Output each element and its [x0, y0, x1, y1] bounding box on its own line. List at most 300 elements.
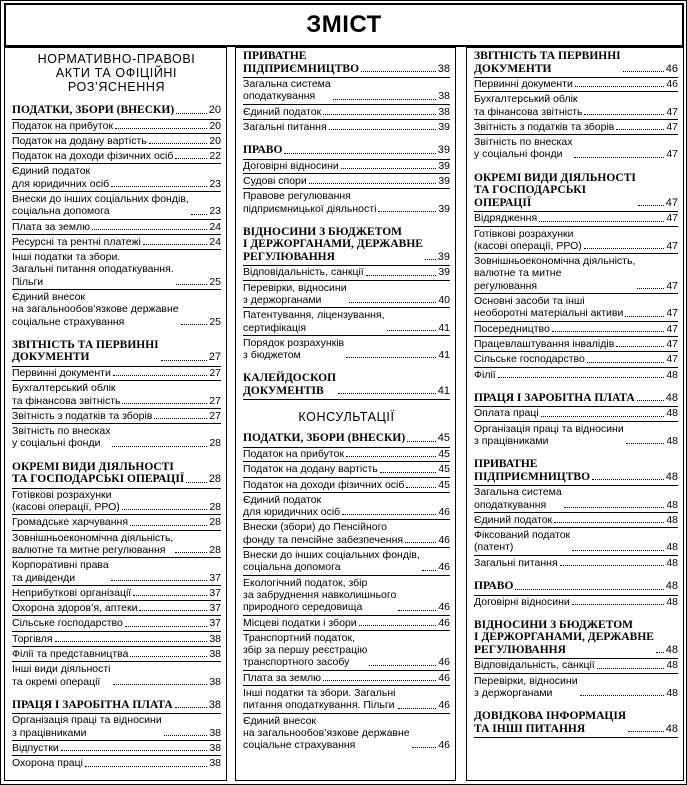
dot-leader: [329, 129, 437, 130]
toc-entry[interactable]: [474, 514, 678, 528]
toc-entry-title: Неприбуткові організації: [12, 586, 132, 599]
section-heading-text: ВІДНОСИНИ З БЮДЖЕТОМ І ДЕРЖОРГАНАМИ, ДЕРЖАВНЕ РЕГУЛЮВАННЯ: [243, 225, 423, 263]
toc-entry-page: 46: [666, 78, 678, 90]
toc-entry[interactable]: [243, 687, 450, 714]
toc-header: [4, 3, 684, 47]
toc-entry[interactable]: [12, 221, 221, 235]
toc-entry-page: 27: [209, 366, 221, 379]
section-banner: НОРМАТИВНО-ПРАВОВІ АКТИ ТА ОФІЦІЙНІ РОЗ’ЯСНЕННЯ: [37, 52, 196, 94]
toc-entry-page: 48: [666, 556, 678, 569]
toc-entry[interactable]: [243, 463, 450, 477]
section-page-number: 28: [208, 473, 221, 486]
section-heading-text: ДОВІДКОВА ІНФОРМАЦІЯ ТА ІНШІ ПИТАННЯ: [474, 710, 627, 735]
section-heading[interactable]: [474, 619, 678, 657]
section-heading-text: КАЛЕЙДОСКОП ДОКУМЕНТІВ: [243, 372, 337, 397]
toc-entry-title: Загальні питання: [474, 556, 558, 569]
toc-entry[interactable]: [243, 78, 450, 105]
toc-entry-title: Працевлаштування інвалідів: [474, 337, 615, 350]
toc-section: [243, 432, 450, 752]
toc-entry-title: Звітність з податків та зборів: [474, 120, 615, 133]
dot-leader: [113, 375, 207, 376]
dot-leader: [342, 514, 436, 515]
toc-entry-page: 37: [209, 617, 221, 630]
toc-entry-page: 47: [666, 279, 678, 292]
toc-entry-title: Судові спори: [243, 174, 307, 187]
toc-entry-title: Перевірки, відносини з держорганами: [243, 281, 347, 306]
section-page-number: 46: [665, 62, 678, 75]
section-heading[interactable]: [243, 432, 450, 445]
toc-entry-title: Єдиний внесок на загальнообов’язкове державне соціальне страхування: [12, 291, 179, 328]
section-heading[interactable]: [474, 392, 678, 405]
dot-leader: [398, 708, 437, 709]
dot-leader: [554, 522, 664, 523]
dot-leader: [616, 129, 664, 130]
toc-entry[interactable]: [12, 648, 221, 662]
toc-entry-title: Корпоративні права та дивіденди: [12, 559, 109, 584]
toc-section: [474, 50, 678, 162]
dot-leader: [584, 248, 665, 249]
toc-entry-page: 28: [209, 501, 221, 514]
toc-entry[interactable]: [12, 532, 221, 559]
toc-entry-page: 48: [666, 368, 678, 381]
toc-entry[interactable]: [474, 557, 678, 570]
dot-leader: [161, 360, 207, 361]
dot-leader: [346, 456, 436, 457]
toc-column-1: [4, 47, 227, 781]
dot-leader: [122, 403, 207, 404]
toc-entry-title: Готівкові розрахунки (касові операції, РРО): [12, 488, 120, 514]
toc-section: [474, 619, 678, 700]
toc-entry[interactable]: [474, 121, 678, 135]
toc-entry[interactable]: [474, 659, 678, 673]
toc-entry-page: 28: [209, 437, 221, 450]
section-heading-text: ЗВІТНІСТЬ ТА ПЕРВИННІ ДОКУМЕНТИ: [474, 50, 621, 75]
section-heading[interactable]: [243, 372, 450, 397]
section-heading-text: ПРАЦЯ І ЗАРОБІТНА ПЛАТА: [474, 391, 635, 404]
toc-entry-page: 23: [209, 177, 221, 190]
toc-entry[interactable]: [474, 78, 678, 92]
toc-entry[interactable]: [12, 150, 221, 164]
toc-entry[interactable]: [243, 672, 450, 686]
toc-entry-page: 46: [438, 656, 450, 669]
dot-leader: [584, 114, 664, 115]
dot-leader: [515, 589, 663, 590]
toc-entry-title: Фіксований податок (патент): [474, 529, 571, 554]
toc-entry[interactable]: [243, 175, 450, 189]
dot-leader: [149, 143, 208, 144]
toc-entry-title: Інші податки та збори. Загальні питання оподаткування. Пільги: [243, 687, 396, 712]
toc-section: [474, 580, 678, 609]
section-heading[interactable]: [12, 461, 221, 486]
toc-entry-title: Відповідальність, санкції: [243, 266, 364, 279]
toc-entry[interactable]: [12, 367, 221, 381]
toc-entry[interactable]: [474, 407, 678, 421]
toc-entry-title: Громадське харчування: [12, 516, 129, 529]
toc-entry-title: Організація праці та відносини з працівниками: [474, 422, 624, 447]
toc-section: [12, 104, 221, 329]
toc-entry[interactable]: [243, 160, 450, 174]
toc-entry-page: 39: [438, 174, 450, 187]
section-page-number: 39: [437, 144, 450, 157]
toc-entry-title: Звітність з податків та зборів: [12, 409, 153, 422]
toc-entry-page: 41: [438, 349, 450, 362]
dot-leader: [349, 302, 437, 303]
section-page-number: 48: [665, 722, 678, 735]
toc-entry[interactable]: [243, 479, 450, 493]
section-heading[interactable]: [474, 172, 678, 210]
toc-entry-page: 47: [666, 105, 678, 118]
toc-entry-title: Податок на додану вартість: [12, 134, 147, 147]
section-heading[interactable]: [243, 226, 450, 264]
toc-entry-title: Основні засоби та інші необоротні матеріальні активи: [474, 295, 624, 320]
toc-entry[interactable]: [243, 715, 450, 753]
page-title: ЗМІСТ: [306, 11, 382, 38]
toc-entry-title: Єдиний податок для юридичних осіб: [12, 165, 110, 190]
toc-entry-title: Плата за землю: [243, 671, 322, 684]
toc-entry[interactable]: [12, 165, 221, 192]
section-page-number: 38: [437, 62, 450, 75]
section-heading-text: ЗВІТНІСТЬ ТА ПЕРВИННІ ДОКУМЕНТИ: [12, 338, 159, 364]
dot-leader: [284, 153, 435, 154]
toc-entry-page: 46: [438, 506, 450, 519]
toc-entry-title: Загальні питання: [243, 120, 327, 133]
dot-leader: [422, 570, 437, 571]
dot-leader: [176, 113, 207, 114]
toc-entry[interactable]: [474, 338, 678, 352]
dot-leader: [181, 324, 208, 325]
section-page-number: 48: [665, 580, 678, 593]
section-heading[interactable]: [243, 50, 450, 75]
dot-leader: [406, 487, 436, 488]
toc-entry[interactable]: [243, 494, 450, 521]
toc-entry[interactable]: [474, 255, 678, 294]
dot-leader: [625, 316, 664, 317]
dot-leader: [139, 610, 207, 611]
heading-rule: [243, 399, 450, 400]
toc-entry[interactable]: [243, 577, 450, 616]
section-heading-text: ПОДАТКИ, ЗБОРИ (ВНЕСКИ): [12, 104, 175, 116]
toc-entry-title: Єдиний податок: [474, 513, 553, 526]
dot-leader: [323, 680, 436, 681]
toc-entry[interactable]: [12, 251, 221, 290]
toc-entry-page: 48: [666, 595, 678, 608]
dot-leader: [111, 580, 208, 581]
toc-entry-title: Плата за землю: [12, 220, 91, 233]
toc-entry-title: Охорона праці: [12, 757, 83, 770]
dot-leader: [92, 229, 207, 230]
toc-entry[interactable]: [12, 135, 221, 149]
toc-section: [243, 372, 450, 400]
toc-entry-page: 24: [209, 220, 221, 233]
toc-entry[interactable]: [474, 353, 678, 367]
toc-entry-page: 20: [209, 119, 221, 132]
toc-entry-page: 45: [438, 447, 450, 460]
toc-entry[interactable]: [12, 425, 221, 451]
dot-leader: [176, 284, 208, 285]
toc-entry-page: 25: [209, 275, 221, 288]
toc-entry[interactable]: [12, 489, 221, 516]
toc-entry-title: Первинні документи: [474, 78, 573, 90]
toc-entry-page: 46: [438, 561, 450, 574]
toc-entry-page: 24: [209, 235, 221, 248]
dot-leader: [541, 416, 665, 417]
toc-entry-title: Загальна система оподаткування: [474, 486, 562, 511]
section-heading[interactable]: [474, 580, 678, 593]
dot-leader: [616, 346, 664, 347]
section-heading[interactable]: [12, 339, 221, 364]
toc-entry-page: 23: [209, 205, 221, 218]
toc-entry[interactable]: [12, 602, 221, 616]
toc-section: [474, 710, 678, 738]
dot-leader: [366, 275, 437, 276]
dot-leader: [628, 731, 664, 732]
toc-entry-title: Податок на додану вартість: [243, 463, 378, 476]
dot-leader: [637, 288, 664, 289]
section-heading[interactable]: [12, 699, 221, 712]
toc-entry-title: Транспортний податок, збір за першу реєстрацію транспортного засобу: [243, 631, 368, 669]
toc-entry[interactable]: [474, 323, 678, 337]
dot-leader: [341, 168, 437, 169]
dot-leader: [369, 665, 436, 666]
toc-entry[interactable]: [474, 212, 678, 226]
dot-leader: [55, 641, 208, 642]
toc-entry-title: Податок на прибуток: [243, 447, 345, 460]
toc-entry[interactable]: [12, 120, 221, 134]
section-heading[interactable]: [474, 710, 678, 735]
toc-entry-page: 38: [438, 90, 450, 103]
toc-entry[interactable]: [12, 382, 221, 409]
toc-entry-page: 41: [438, 321, 450, 334]
toc-entry[interactable]: [12, 617, 221, 631]
toc-entry-page: 47: [666, 353, 678, 366]
toc-entry-title: Бухгалтерський облік та фінансова звітність: [12, 382, 121, 407]
toc-entry-page: 45: [438, 478, 450, 491]
dot-leader: [186, 482, 206, 483]
dot-leader: [115, 128, 207, 129]
toc-entry-page: 47: [666, 212, 678, 225]
dot-leader: [175, 707, 207, 708]
toc-entry-page: 38: [209, 648, 221, 660]
toc-entry-title: Єдиний податок: [243, 105, 322, 118]
dot-leader: [191, 214, 208, 215]
toc-entry[interactable]: [243, 337, 450, 363]
toc-column-3: [466, 47, 684, 781]
dot-leader: [592, 479, 664, 480]
dot-leader: [130, 525, 207, 526]
toc-entry-page: 48: [666, 498, 678, 511]
toc-entry-page: 38: [209, 741, 221, 754]
dot-leader: [143, 244, 207, 245]
toc-entry[interactable]: [243, 121, 450, 134]
toc-section: [12, 339, 221, 451]
dot-leader: [309, 183, 437, 184]
toc-entry-title: Договірні відносини: [243, 159, 339, 172]
toc-entry-title: Внески до інших соціальних фондів, соціальна допомога: [243, 549, 420, 574]
toc-entry-title: Правове регулювання підприємницької діяльності: [243, 190, 377, 215]
toc-entry[interactable]: [12, 714, 221, 741]
toc-entry-title: Інші види діяльності та окремі операції: [12, 663, 111, 688]
toc-entry[interactable]: [243, 549, 450, 576]
toc-entry-title: Сільське господарство: [474, 353, 585, 366]
toc-entry[interactable]: [474, 529, 678, 556]
toc-entry[interactable]: [243, 266, 450, 280]
toc-entry[interactable]: [243, 282, 450, 309]
toc-entry[interactable]: [12, 742, 221, 756]
dot-leader: [552, 331, 664, 332]
toc-entry-title: Місцеві податки і збори: [243, 616, 357, 629]
toc-entry-page: 37: [209, 586, 221, 599]
toc-entry-page: 38: [209, 726, 221, 739]
toc-entry[interactable]: [474, 486, 678, 513]
dot-leader: [623, 71, 664, 72]
dot-leader: [580, 695, 665, 696]
toc-entry-title: Податок на прибуток: [12, 119, 114, 132]
toc-entry-title: Філії та представництва: [12, 648, 129, 660]
toc-entry-page: 40: [438, 293, 450, 306]
dot-leader: [656, 652, 664, 653]
section-page-number: 27: [208, 351, 221, 364]
toc-entry-title: Первинні документи: [12, 366, 111, 379]
toc-entry-title: Звітність по внесках у соціальні фонди: [474, 136, 573, 161]
section-page-number: 38: [208, 698, 221, 711]
toc-entry[interactable]: [474, 369, 678, 382]
toc-entry-title: Екологічний податок, збір за забруднення навколишнього природного середовища: [243, 576, 397, 614]
toc-entry[interactable]: [474, 596, 678, 609]
toc-entry[interactable]: [474, 228, 678, 255]
toc-entry-title: Готівкові розрахунки (касові операції, РРО): [474, 227, 582, 252]
dot-leader: [560, 565, 665, 566]
dot-leader: [637, 400, 664, 401]
section-banner: КОНСУЛЬТАЦІЇ: [298, 410, 395, 425]
dot-leader: [361, 71, 436, 72]
section-heading-text: ВІДНОСИНИ З БЮДЖЕТОМ І ДЕРЖОРГАНАМИ, ДЕРЖАВНЕ РЕГУЛЮВАННЯ: [474, 618, 654, 656]
toc-entry[interactable]: [12, 291, 221, 329]
toc-entry-title: Зовнішньоекономічна діяльність, валютне та митне регулювання: [12, 531, 174, 556]
toc-entry-title: Відпустки: [12, 741, 59, 754]
toc-entry[interactable]: [243, 617, 450, 631]
toc-entry[interactable]: [12, 559, 221, 586]
toc-entry[interactable]: [474, 93, 678, 120]
toc-entry-page: 46: [438, 739, 450, 752]
toc-entry-page: 39: [438, 120, 450, 133]
dot-leader: [575, 86, 664, 87]
dot-leader: [112, 446, 207, 447]
toc-entry-title: Відповідальність, санкції: [474, 659, 595, 672]
toc-entry-page: 47: [666, 148, 678, 161]
toc-entry[interactable]: [474, 136, 678, 162]
toc-entry-page: 47: [666, 120, 678, 133]
toc-entry-title: Загальна система оподаткування: [243, 78, 331, 103]
toc-section: [12, 699, 221, 771]
dot-leader: [61, 750, 208, 751]
toc-entry[interactable]: [243, 521, 450, 548]
section-heading[interactable]: [474, 458, 678, 483]
toc-entry[interactable]: [12, 193, 221, 220]
toc-entry[interactable]: [12, 587, 221, 601]
toc-entry[interactable]: [243, 632, 450, 671]
dot-leader: [154, 418, 207, 419]
toc-entry-title: Внески до інших соціальних фондів, соціальна допомога: [12, 192, 189, 218]
toc-entry-title: Податок на доходи фізичних осіб: [243, 478, 405, 491]
toc-entry-page: 47: [666, 239, 678, 252]
toc-entry-page: 46: [438, 533, 450, 546]
toc-entry[interactable]: [474, 675, 678, 701]
section-page-number: 48: [665, 643, 678, 656]
dot-leader: [564, 507, 665, 508]
dot-leader: [164, 735, 208, 736]
toc-entry-title: Порядок розрахунків з бюджетом: [243, 336, 345, 362]
section-heading-text: ПОДАТКИ, ЗБОРИ (ВНЕСКИ): [243, 432, 406, 445]
toc-entry[interactable]: [12, 663, 221, 689]
toc-entry[interactable]: [243, 309, 450, 336]
dot-leader: [122, 509, 208, 510]
toc-entry-page: 47: [666, 322, 678, 335]
dot-leader: [346, 357, 436, 358]
section-heading[interactable]: [474, 50, 678, 75]
dot-leader: [597, 668, 665, 669]
dot-leader: [626, 443, 665, 444]
section-heading[interactable]: [12, 104, 221, 117]
section-heading-text: ПРИВАТНЕ ПІДПРИЄМНИЦТВО: [243, 50, 360, 75]
dot-leader: [498, 377, 665, 378]
dot-leader: [130, 656, 207, 657]
toc-entry-title: Організація праці та відносини з працівниками: [12, 714, 162, 739]
dot-leader: [133, 595, 207, 596]
toc-entry[interactable]: [12, 516, 221, 530]
dot-leader: [572, 604, 665, 605]
dot-leader: [175, 552, 207, 553]
toc-entry-page: 46: [438, 601, 450, 614]
toc-entry[interactable]: [12, 410, 221, 424]
toc-entry-page: 20: [209, 134, 221, 147]
toc-entry-page: 38: [438, 105, 450, 118]
toc-section: [474, 172, 678, 382]
toc-entry-page: 48: [666, 659, 678, 672]
toc-section: [12, 461, 221, 689]
toc-entry-title: Внески (збори) до Пенсійного фонду та пенсійне забезпечення: [243, 521, 404, 546]
toc-entry[interactable]: [243, 106, 450, 120]
toc-entry[interactable]: [12, 757, 221, 770]
dot-leader: [111, 186, 207, 187]
toc-entry[interactable]: [12, 236, 221, 250]
dot-leader: [380, 472, 437, 473]
toc-entry-page: 48: [666, 434, 678, 447]
toc-entry[interactable]: [474, 295, 678, 322]
section-page-number: 47: [665, 196, 678, 209]
toc-entry-title: Сільське господарство: [12, 617, 123, 630]
toc-entry[interactable]: [243, 448, 450, 462]
toc-entry[interactable]: [243, 190, 450, 216]
toc-entry-title: Охорона здоров’я, аптеки: [12, 602, 138, 615]
dot-leader: [405, 542, 436, 543]
toc-section: [243, 226, 450, 363]
section-page-number: 45: [437, 432, 450, 445]
toc-entry[interactable]: [474, 423, 678, 449]
toc-entry[interactable]: [12, 633, 221, 647]
toc-entry-page: 48: [666, 686, 678, 699]
toc-entry-page: 46: [438, 671, 450, 684]
toc-entry-title: Торгівля: [12, 632, 53, 645]
toc-entry-title: Єдиний внесок на загальнообов’язкове державне соціальне страхування: [243, 714, 410, 752]
dot-leader: [425, 259, 436, 260]
section-heading-text: ПРИВАТНЕ ПІДПРИЄМНИЦТВО: [474, 458, 591, 483]
section-page-number: 48: [665, 470, 678, 483]
dot-leader: [333, 99, 437, 100]
section-heading[interactable]: [243, 144, 450, 157]
toc-entry-title: Договірні відносини: [474, 595, 570, 608]
section-heading-text: ОКРЕМІ ВИДИ ДІЯЛЬНОСТІ ТА ГОСПОДАРСЬКІ ОПЕРАЦІЇ: [474, 171, 636, 209]
dot-leader: [378, 211, 436, 212]
